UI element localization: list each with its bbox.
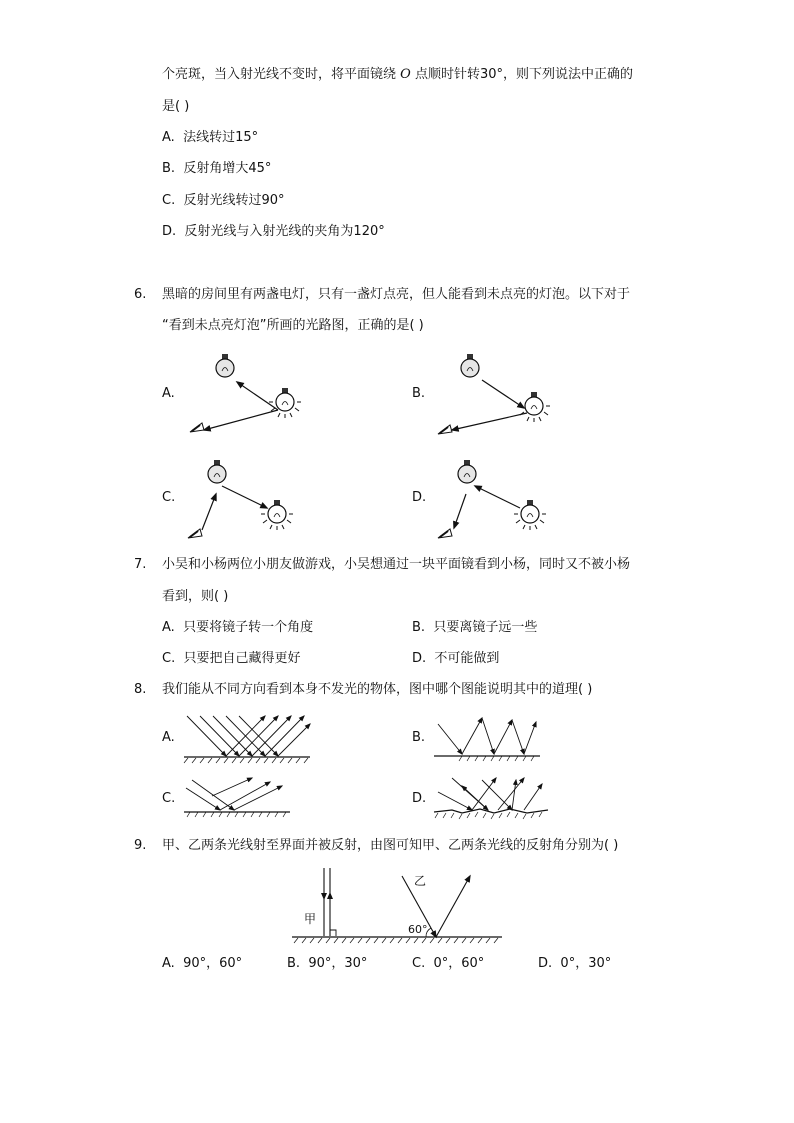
option-letter: C. [162,651,176,666]
option-letter: D. [162,224,177,239]
option-letter: A. [162,620,175,635]
q9-label-yi: 乙 [414,874,427,888]
q7-option-d[interactable] [412,650,499,668]
q8-number: 8. [134,682,147,697]
q5-option-b[interactable] [162,160,271,178]
option-letter: B. [412,620,426,635]
q5-stem-line1 [162,66,633,84]
q9-option-b[interactable] [287,955,367,973]
option-letter: A. [162,956,175,971]
q6-stem-line2: “看到未点亮灯泡”所画的光路图，正确的是( ) [162,318,424,333]
option-letter: D. [412,651,427,666]
q6-option-d[interactable]: D. [412,490,427,505]
option-text: 法线转过15° [183,130,259,145]
option-letter: C. [162,193,176,208]
q6-figure-b [432,340,562,440]
q9-number: 9. [134,838,147,853]
q7-stem-line1: 小吴和小杨两位小朋友做游戏，小吴想通过一块平面镜看到小杨，同时又不被小杨 [162,557,631,572]
q8-option-d[interactable]: D. [412,791,427,806]
option-letter: C. [412,956,426,971]
q5-option-a[interactable] [162,129,258,147]
q9-option-a[interactable] [162,955,242,973]
q5-stem-line2: 是( ) [162,99,190,114]
q9-angle-label: 60° [408,923,428,936]
option-text: 只要离镜子远一些 [433,620,538,635]
q6-stem-line1: 黑暗的房间里有两盏电灯，只有一盏灯点亮，但人能看到未点亮的灯泡。以下对于 [162,287,631,302]
q8-figure-d [432,772,552,822]
q9-option-d[interactable] [538,955,611,973]
q9-label-jia: 甲 [304,912,317,926]
q6-option-a[interactable]: A. [162,386,175,401]
option-letter: B. [287,956,301,971]
q5-stem-part2: 点顺时针转30°，则下列说法中正确的 [410,67,633,82]
option-text: 反射角增大45° [183,161,272,176]
option-letter: D. [538,956,553,971]
q6-option-c[interactable]: C. [162,490,176,505]
option-text: 只要把自己藏得更好 [183,651,301,666]
q6-figure-d [432,448,562,544]
q8-option-c[interactable]: C. [162,791,176,806]
q8-figure-b [432,712,542,764]
q7-stem-line2: 看到，则( ) [162,589,229,604]
option-text: 反射光线与入射光线的夹角为120° [184,224,385,239]
q6-figure-c [182,448,312,544]
option-text: 0°，60° [433,956,485,971]
q7-option-a[interactable] [162,619,313,637]
q7-option-c[interactable] [162,650,301,668]
option-text: 90°，60° [183,956,243,971]
option-letter: B. [162,161,176,176]
q8-option-a[interactable]: A. [162,730,175,745]
q8-option-b[interactable]: B. [412,730,426,745]
q9-figure [290,862,505,944]
option-text: 反射光线转过90° [183,193,285,208]
q5-point-o: O [400,67,411,82]
q5-option-d[interactable] [162,223,385,241]
q7-option-b[interactable] [412,619,537,637]
q6-number: 6. [134,287,147,302]
q8-figure-c [182,772,292,822]
q6-option-b[interactable]: B. [412,386,426,401]
option-text: 只要将镜子转一个角度 [183,620,314,635]
q5-stem-part1: 个亮斑，当入射光线不变时，将平面镜绕 [162,67,401,82]
q6-figure-a [182,340,312,440]
q9-stem-line1: 甲、乙两条光线射至界面并被反射，由图可知甲、乙两条光线的反射角分别为( ) [162,838,619,853]
option-text: 0°，30° [560,956,612,971]
q8-stem-line1: 我们能从不同方向看到本身不发光的物体，图中哪个图能说明其中的道理( ) [162,682,593,697]
q9-option-c[interactable] [412,955,484,973]
q5-option-c[interactable] [162,192,285,210]
q7-number: 7. [134,557,147,572]
option-text: 不可能做到 [434,651,500,666]
option-text: 90°，30° [308,956,368,971]
option-letter: A. [162,130,175,145]
q8-figure-a [182,712,312,764]
